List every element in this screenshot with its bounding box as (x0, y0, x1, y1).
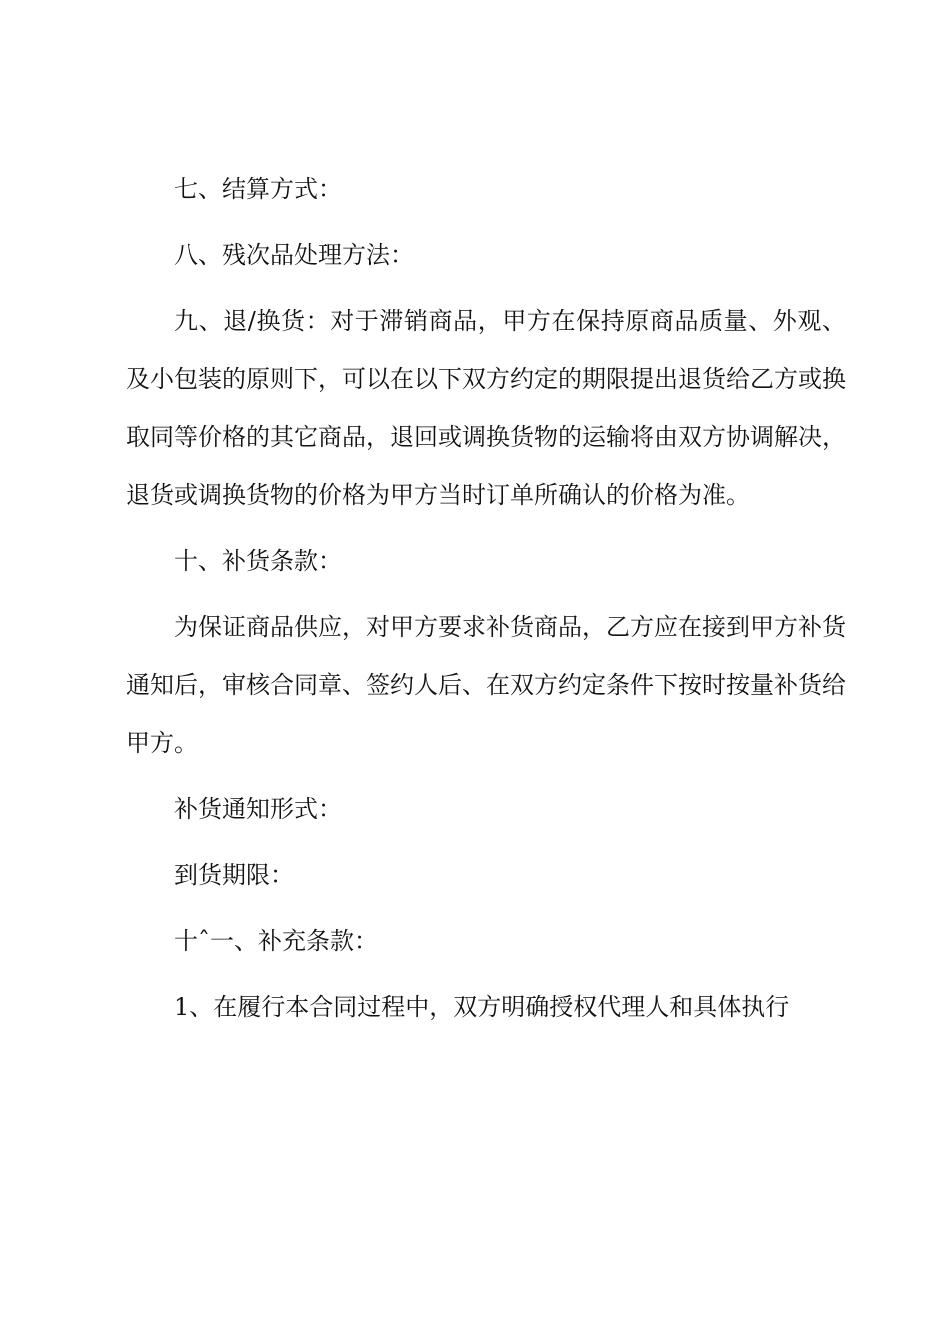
clause-replenishment-heading: 十、补货条款： (174, 547, 342, 575)
delivery-deadline: 到货期限： (174, 861, 294, 889)
document-body (126, 160, 846, 1044)
clause-return-exchange: 九、退/换货：对于滞销商品，甲方在保持原商品质量、外观、及小包装的原则下，可以在以下双方约定的期限提出退货给乙方或换取同等价格的其它商品，退回或调换货物的运输将由双方协调解决，退货或调换货物的价格为甲方当时订单所确认的价格为准。 (126, 307, 846, 509)
replenishment-notice-form: 补货通知形式： (174, 795, 342, 823)
clause-supplementary-heading: 十ˆ一、补充条款： (174, 927, 378, 955)
clause-defective-goods: 八、残次品处理方法： (174, 241, 414, 269)
supplementary-item-1: 1、在履行本合同过程中，双方明确授权代理人和具体执行 (174, 993, 790, 1021)
clause-settlement-method: 七、结算方式： (174, 175, 342, 203)
clause-replenishment-body: 为保证商品供应，对甲方要求补货商品，乙方应在接到甲方补货通知后，审核合同章、签约人后、在双方约定条件下按时按量补货给甲方。 (126, 613, 846, 757)
